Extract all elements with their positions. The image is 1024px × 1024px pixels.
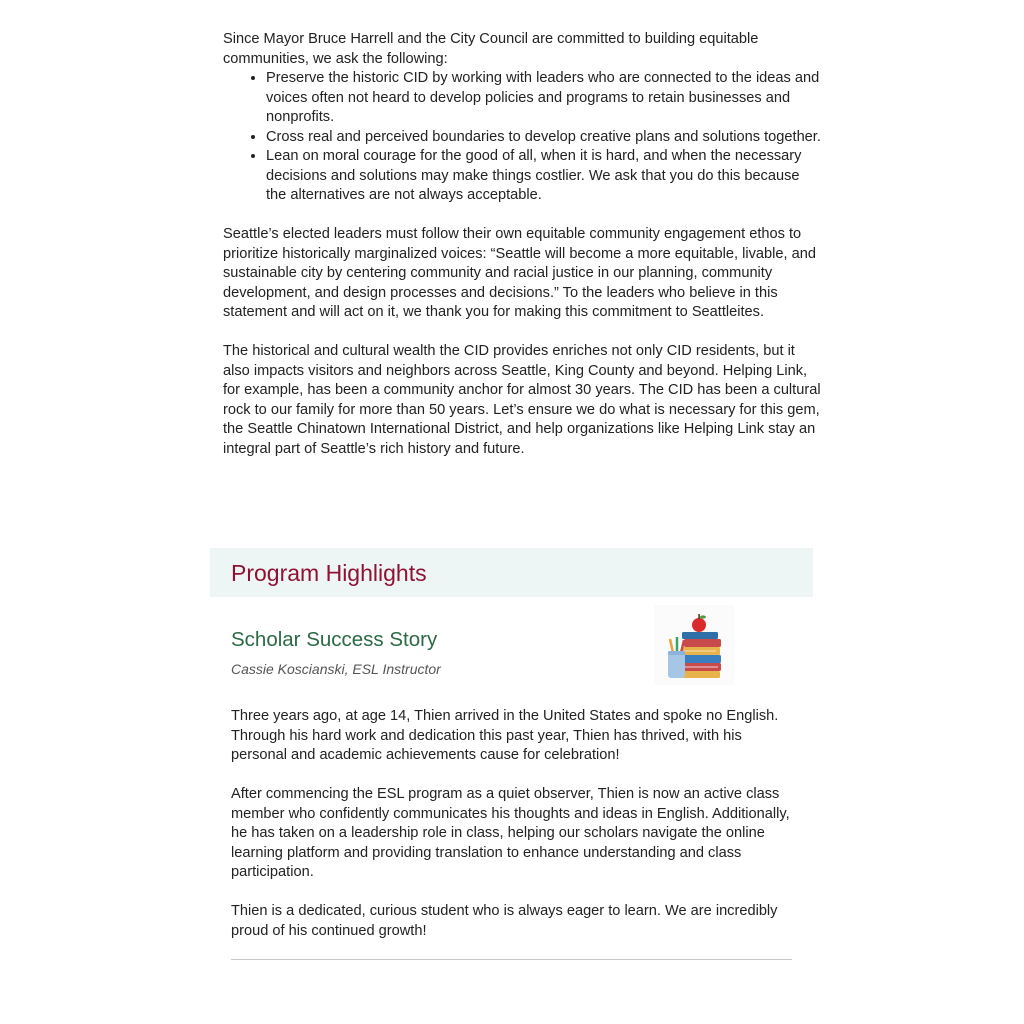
story-paragraph: Thien is a dedicated, curious student who is always eager to learn. We are incredibly proud of his continued growth! [231,903,778,939]
list-item: • Lean on moral courage for the good of all, when it is hard, and when the necessary decisions and solutions may make things costlier. We ask that you do this because the alternatives are not always acceptable. [266,147,823,206]
section-header-band [210,548,813,597]
divider [231,959,792,960]
intro-paragraph: Since Mayor Bruce Harrell and the City Council are committed to building equitable communities, we ask the following: [223,31,759,67]
story-paragraph: After commencing the ESL program as a quiet observer, Thien is now an active class member who confidently communicates his thoughts and ideas in English. Additionally, he has taken on a leadership role in class, helping our scholars navigate the online learning platform and providing translation to enhance understanding and class participation. [231,786,790,880]
cultural-wealth-paragraph: The historical and cultural wealth the CID provides enriches not only CID residents, but it also impacts visitors and neighbors across Seattle, King County and beyond. Helping Link, for example, has been a community anchor for almost 30 years. The CID has been a cultural rock to our family for more than 50 years. Let’s ensure we do what is necessary for this gem, the Seattle Chinatown International District, and help organizations like Helping Link stay an integral part of Seattle’s rich history and future. [223,343,821,457]
asks-list [223,69,823,206]
engagement-paragraph: Seattle’s elected leaders must follow their own equitable community engagement ethos to prioritize historically marginalized voices: “Seattle will become a more equitable, livable, and sustainable city by centering community and racial justice in our planning, community development, and design processes and decisions.” To the leaders who believe in this statement and will act on it, we thank you for making this commitment to Seattleites. [223,226,816,320]
books-apple-pencils-icon [654,605,734,685]
story-paragraph: Three years ago, at age 14, Thien arrived in the United States and spoke no English. Through his hard work and dedication this past year, Thien has thrived, with his personal and academic achievements cause for celebration! [231,708,779,763]
list-item: • Cross real and perceived boundaries to develop creative plans and solutions together. [266,128,823,148]
story-body [231,707,801,941]
letter-body [223,30,823,459]
story-title: Scholar Success Story [231,628,438,651]
story-byline: Cassie Koscianski, ESL Instructor [231,661,441,677]
section-title: Program Highlights [231,560,427,586]
list-item: • Preserve the historic CID by working with leaders who are connected to the ideas and voices often not heard to develop policies and programs to retain businesses and nonprofits. [266,69,823,128]
